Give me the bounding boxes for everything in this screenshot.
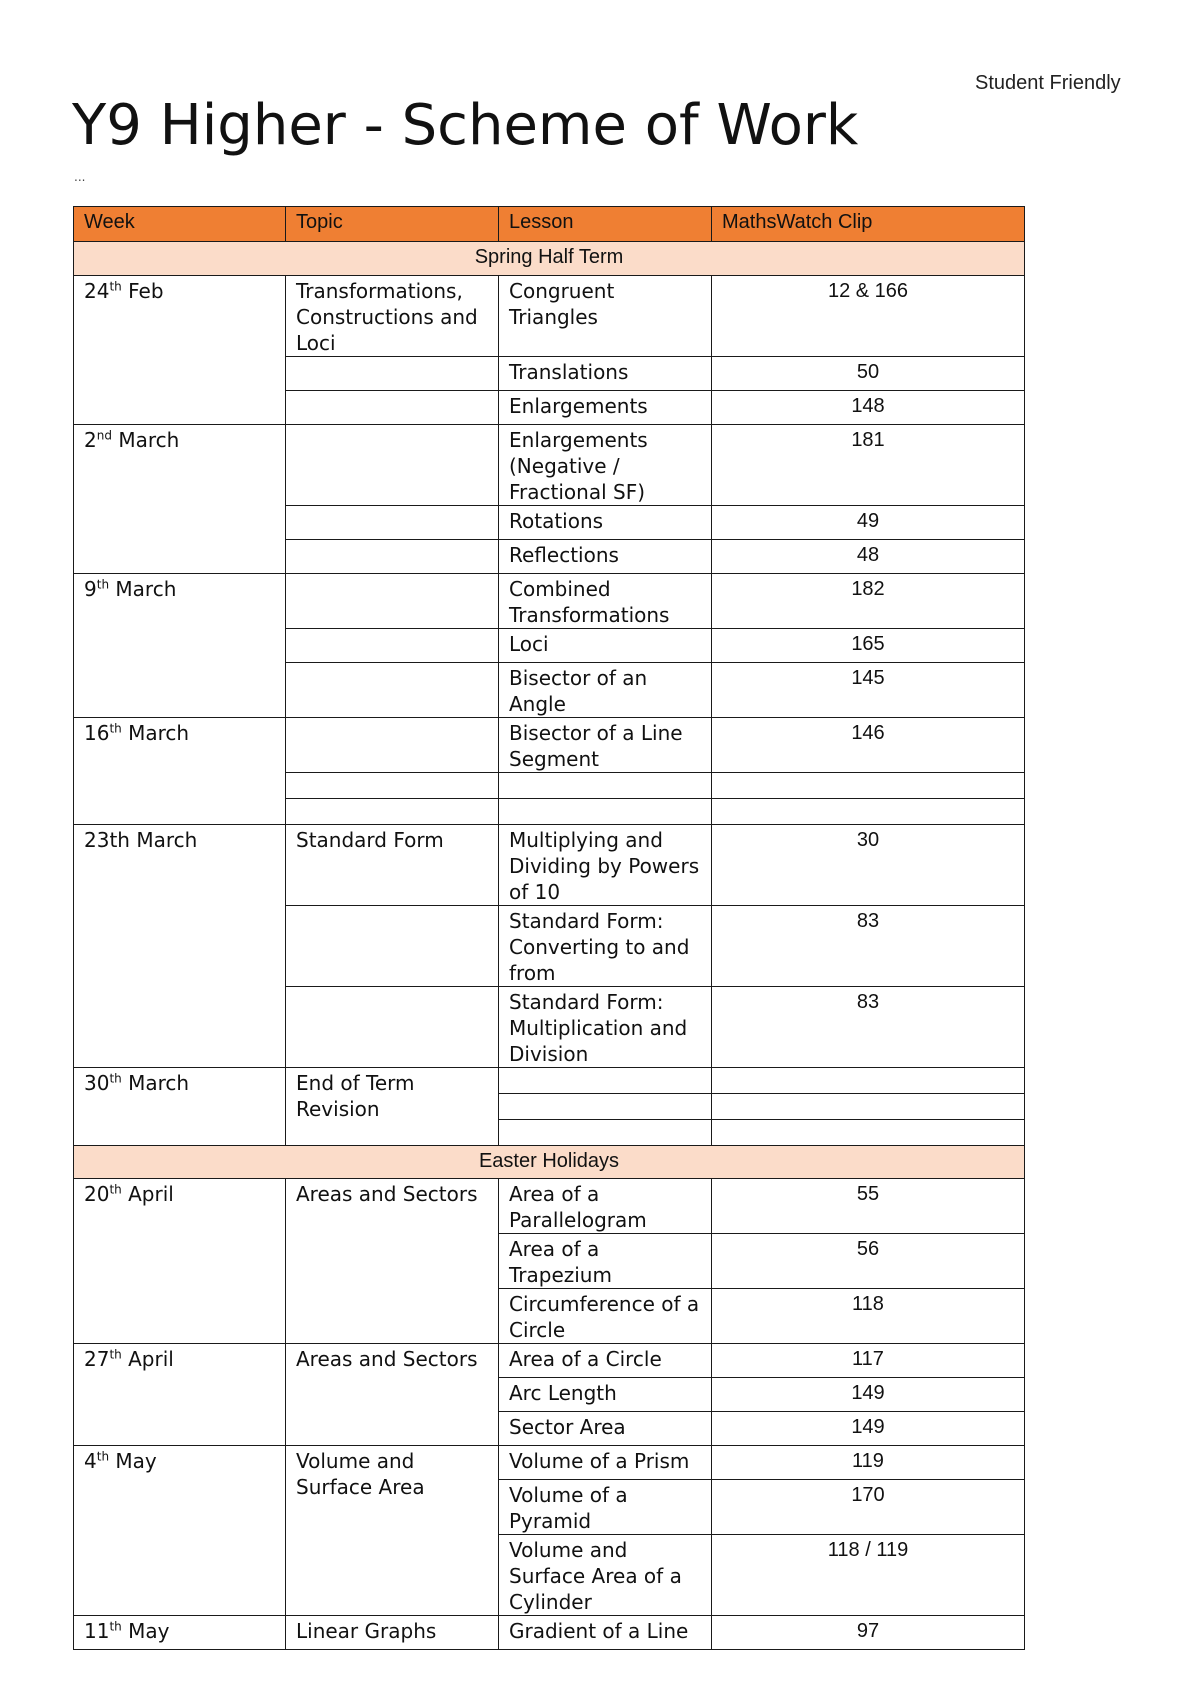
topic-cell [286, 425, 499, 506]
topic-cell [286, 773, 499, 799]
clip-cell: 118 [712, 1289, 1025, 1344]
topic-cell [286, 718, 499, 773]
lesson-cell: Volume and Surface Area of a Cylinder [499, 1535, 712, 1616]
lesson-cell: Combined Transformations [499, 574, 712, 629]
clip-cell [712, 773, 1025, 799]
table-row [74, 1344, 1025, 1378]
term-row [74, 242, 1025, 276]
topic-cell [286, 391, 499, 425]
clip-cell: 55 [712, 1179, 1025, 1234]
clip-cell: 50 [712, 357, 1025, 391]
topic-cell [286, 906, 499, 987]
lesson-cell: Area of a Trapezium [499, 1234, 712, 1289]
lesson-cell: Translations [499, 357, 712, 391]
topic-cell [286, 540, 499, 574]
lesson-cell: Circumference of a Circle [499, 1289, 712, 1344]
scheme-of-work-table [73, 206, 1025, 1650]
clip-cell [712, 1068, 1025, 1094]
table-row [74, 1179, 1025, 1234]
clip-cell [712, 1120, 1025, 1146]
lesson-cell [499, 1094, 712, 1120]
clip-cell: 165 [712, 629, 1025, 663]
header-week: Week [74, 207, 286, 242]
week-cell: 2nd March [74, 425, 286, 574]
clip-cell: 148 [712, 391, 1025, 425]
lesson-cell: Enlargements [499, 391, 712, 425]
clip-cell: 170 [712, 1480, 1025, 1535]
lesson-cell [499, 1120, 712, 1146]
term-easter: Easter Holidays [74, 1146, 1025, 1179]
lesson-cell: Area of a Parallelogram [499, 1179, 712, 1234]
clip-cell: 83 [712, 906, 1025, 987]
week-cell: 23th March [74, 825, 286, 1068]
clip-cell: 149 [712, 1412, 1025, 1446]
clip-cell: 48 [712, 540, 1025, 574]
lesson-cell: Volume of a Prism [499, 1446, 712, 1480]
term-spring: Spring Half Term [74, 242, 1025, 276]
clip-cell: 149 [712, 1378, 1025, 1412]
lesson-cell: Multiplying and Dividing by Powers of 10 [499, 825, 712, 906]
table-row [74, 574, 1025, 629]
header-topic: Topic [286, 207, 499, 242]
table-row [74, 825, 1025, 906]
table-row [74, 276, 1025, 357]
clip-cell: 30 [712, 825, 1025, 906]
topic-cell: Areas and Sectors [286, 1344, 499, 1446]
topic-cell [286, 574, 499, 629]
clip-cell: 145 [712, 663, 1025, 718]
week-cell: 30th March [74, 1068, 286, 1146]
topic-cell [286, 506, 499, 540]
header-row [74, 207, 1025, 242]
lesson-cell: Sector Area [499, 1412, 712, 1446]
lesson-cell: Arc Length [499, 1378, 712, 1412]
lesson-cell [499, 799, 712, 825]
lesson-cell [499, 1068, 712, 1094]
lesson-cell: Area of a Circle [499, 1344, 712, 1378]
table-row [74, 1068, 1025, 1094]
topic-cell: Areas and Sectors [286, 1179, 499, 1344]
lesson-cell: Reflections [499, 540, 712, 574]
week-cell: 9th March [74, 574, 286, 718]
lesson-cell: Congruent Triangles [499, 276, 712, 357]
lesson-cell: Bisector of an Angle [499, 663, 712, 718]
clip-cell: 119 [712, 1446, 1025, 1480]
clip-cell [712, 1094, 1025, 1120]
page-title: Y9 Higher - Scheme of Work [72, 93, 859, 158]
lesson-cell: Standard Form: Converting to and from [499, 906, 712, 987]
week-cell: 11th May [74, 1616, 286, 1650]
topic-cell [286, 799, 499, 825]
clip-cell: 49 [712, 506, 1025, 540]
topic-cell [286, 663, 499, 718]
week-cell: 24th Feb [74, 276, 286, 425]
clip-cell: 56 [712, 1234, 1025, 1289]
clip-cell: 182 [712, 574, 1025, 629]
week-cell: 4th May [74, 1446, 286, 1616]
header-lesson: Lesson [499, 207, 712, 242]
week-cell: 16th March [74, 718, 286, 825]
lesson-cell: Gradient of a Line [499, 1616, 712, 1650]
term-row [74, 1146, 1025, 1179]
clip-cell: 83 [712, 987, 1025, 1068]
week-cell: 20th April [74, 1179, 286, 1344]
topic-cell: Standard Form [286, 825, 499, 906]
subtitle-dots: ... [74, 170, 86, 184]
topic-cell: Volume and Surface Area [286, 1446, 499, 1616]
clip-cell: 146 [712, 718, 1025, 773]
lesson-cell: Standard Form: Multiplication and Division [499, 987, 712, 1068]
table-row [74, 718, 1025, 773]
topic-cell [286, 357, 499, 391]
lesson-cell: Bisector of a Line Segment [499, 718, 712, 773]
lesson-cell [499, 773, 712, 799]
clip-cell: 181 [712, 425, 1025, 506]
clip-cell: 117 [712, 1344, 1025, 1378]
lesson-cell: Enlargements (Negative / Fractional SF) [499, 425, 712, 506]
lesson-cell: Rotations [499, 506, 712, 540]
topic-cell: End of Term Revision [286, 1068, 499, 1146]
week-cell: 27th April [74, 1344, 286, 1446]
topic-cell: Linear Graphs [286, 1616, 499, 1650]
lesson-cell: Volume of a Pyramid [499, 1480, 712, 1535]
clip-cell: 12 & 166 [712, 276, 1025, 357]
student-friendly-label: Student Friendly [975, 72, 1121, 94]
lesson-cell: Loci [499, 629, 712, 663]
topic-cell [286, 987, 499, 1068]
table-row [74, 1446, 1025, 1480]
table-row [74, 1616, 1025, 1650]
topic-cell [286, 629, 499, 663]
topic-cell: Transformations, Constructions and Loci [286, 276, 499, 357]
header-clip: MathsWatch Clip [712, 207, 1025, 242]
clip-cell [712, 799, 1025, 825]
table-row [74, 425, 1025, 506]
clip-cell: 118 / 119 [712, 1535, 1025, 1616]
clip-cell: 97 [712, 1616, 1025, 1650]
